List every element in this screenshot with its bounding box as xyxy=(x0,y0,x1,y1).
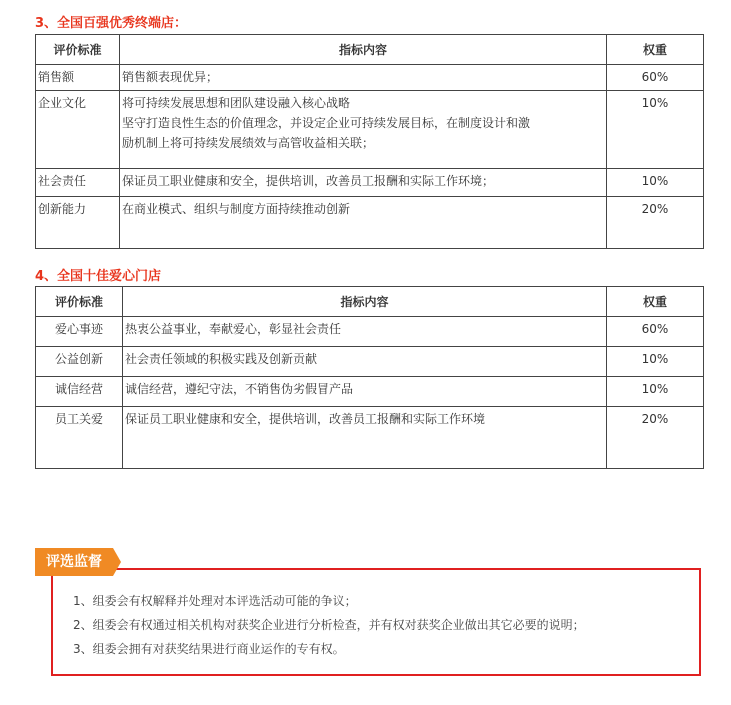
table-row xyxy=(36,377,704,407)
weight-cell: 10% xyxy=(607,169,704,197)
table-row xyxy=(36,197,704,249)
header-content: 指标内容 xyxy=(123,287,607,317)
table-header-row xyxy=(36,35,704,65)
header-weight: 权重 xyxy=(607,35,704,65)
content-cell: 销售额表现优异； xyxy=(120,65,607,91)
content-line: 将可持续发展思想和团队建设融入核心战略 xyxy=(122,96,351,110)
section3-title: 3、全国百强优秀终端店： xyxy=(35,16,188,31)
criterion-cell: 员工关爱 xyxy=(36,407,123,469)
content-cell: 诚信经营，遵纪守法，不销售伪劣假冒产品 xyxy=(123,377,607,407)
criterion-cell: 诚信经营 xyxy=(36,377,123,407)
weight-cell: 20% xyxy=(607,197,704,249)
supervision-item: 1、组委会有权解释并处理对本评选活动可能的争议； xyxy=(73,594,357,608)
header-weight: 权重 xyxy=(607,287,704,317)
content-cell: 保证员工职业健康和安全，提供培训，改善员工报酬和实际工作环境； xyxy=(120,169,607,197)
table-header-row xyxy=(36,287,704,317)
table-row xyxy=(36,65,704,91)
supervision-box xyxy=(51,568,701,676)
table-row xyxy=(36,169,704,197)
criterion-cell: 公益创新 xyxy=(36,347,123,377)
supervision-tag xyxy=(35,548,119,576)
weight-cell: 60% xyxy=(607,65,704,91)
supervision-tag-label: 评选监督 xyxy=(35,548,113,576)
content-cell: 社会责任领域的积极实践及创新贡献 xyxy=(123,347,607,377)
content-cell: 保证员工职业健康和安全，提供培训，改善员工报酬和实际工作环境 xyxy=(123,407,607,469)
weight-cell: 60% xyxy=(607,317,704,347)
content-line: 坚守打造良性生态的价值理念，并设定企业可持续发展目标，在制度设计和激 xyxy=(122,116,531,130)
table-row xyxy=(36,347,704,377)
header-content: 指标内容 xyxy=(120,35,607,65)
table-row xyxy=(36,407,704,469)
weight-cell: 10% xyxy=(607,377,704,407)
content-cell: 热衷公益事业，奉献爱心，彰显社会责任 xyxy=(123,317,607,347)
table-row xyxy=(36,317,704,347)
criterion-cell: 创新能力 xyxy=(36,197,120,249)
header-criterion: 评价标准 xyxy=(36,287,123,317)
section4-table xyxy=(35,286,704,469)
criterion-cell: 爱心事迹 xyxy=(36,317,123,347)
supervision-item: 3、组委会拥有对获奖结果进行商业运作的专有权。 xyxy=(73,642,345,656)
section3-table xyxy=(35,34,704,249)
weight-cell: 20% xyxy=(607,407,704,469)
table-row xyxy=(36,91,704,169)
weight-cell: 10% xyxy=(607,91,704,169)
criterion-cell: 销售额 xyxy=(36,65,120,91)
header-criterion: 评价标准 xyxy=(36,35,120,65)
tag-arrow-shape xyxy=(113,548,121,576)
content-cell: 在商业模式、组织与制度方面持续推动创新 xyxy=(120,197,607,249)
criterion-cell: 企业文化 xyxy=(36,91,120,169)
section4-title: 4、全国十佳爱心门店 xyxy=(35,269,162,284)
content-cell xyxy=(120,91,607,169)
content-line: 励机制上将可持续发展绩效与高管收益相关联； xyxy=(122,136,375,150)
weight-cell: 10% xyxy=(607,347,704,377)
criterion-cell: 社会责任 xyxy=(36,169,120,197)
supervision-item: 2、组委会有权通过相关机构对获奖企业进行分析检查，并有权对获奖企业做出其它必要的说明； xyxy=(73,618,585,632)
